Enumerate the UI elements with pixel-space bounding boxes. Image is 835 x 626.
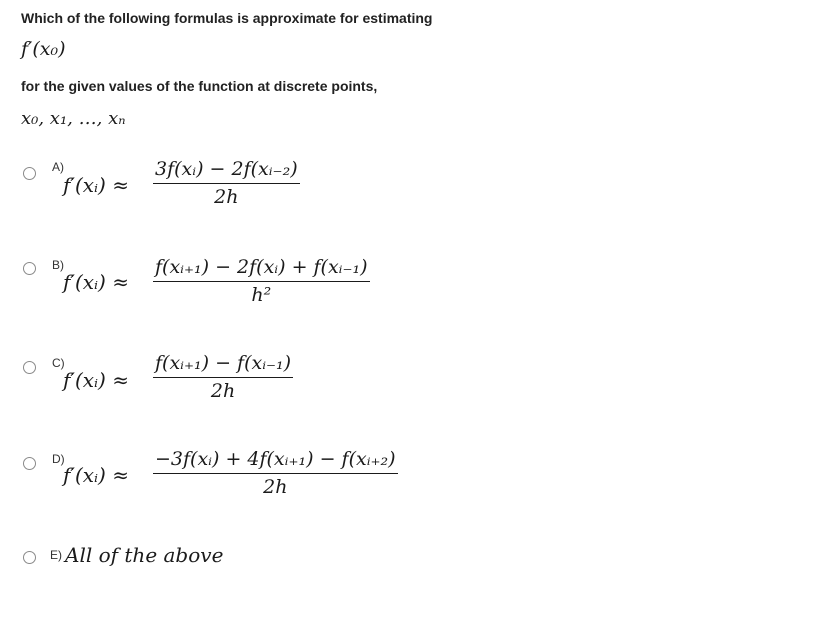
option-c-lhs (63, 368, 129, 392)
option-d-fraction (153, 448, 398, 498)
option-a-denominator: 2h (214, 186, 239, 208)
option-b-lhs-text: f′(xᵢ) ≈ (63, 270, 129, 294)
option-d-denominator: 2h (263, 476, 288, 498)
option-a-lhs (63, 173, 129, 197)
option-b-radio[interactable] (23, 262, 36, 275)
option-b-letter: B) (52, 258, 64, 272)
option-e-radio[interactable] (23, 551, 36, 564)
option-d-numerator: −3f(xᵢ) + 4f(xᵢ₊₁) − f(xᵢ₊₂) (153, 448, 398, 474)
option-c-radio[interactable] (23, 361, 36, 374)
option-a-fraction (153, 158, 300, 208)
option-b-lhs (63, 270, 129, 294)
option-c-letter: C) (52, 356, 65, 370)
option-c-denominator: 2h (210, 380, 236, 402)
option-d-lhs (63, 463, 129, 487)
option-a-letter: A) (52, 160, 64, 174)
option-d-lhs-text: f′(xᵢ) ≈ (63, 463, 129, 487)
option-d-radio[interactable] (23, 457, 36, 470)
option-e-letter: E) (50, 548, 62, 562)
option-e-text: All of the above (65, 543, 224, 567)
option-d-letter: D) (52, 452, 65, 466)
option-a-numerator: 3f(xᵢ) − 2f(xᵢ₋₂) (153, 158, 300, 184)
option-b-denominator: h² (251, 284, 272, 306)
question-line-2: for the given values of the function at discrete points, (21, 78, 378, 94)
question-target-formula: f′(x₀) (21, 38, 66, 60)
option-a-radio[interactable] (23, 167, 36, 180)
option-b-numerator: f(xᵢ₊₁) − 2f(xᵢ) + f(xᵢ₋₁) (153, 256, 370, 282)
option-b-fraction (153, 256, 370, 306)
option-c-fraction (153, 352, 293, 402)
option-c-numerator: f(xᵢ₊₁) − f(xᵢ₋₁) (153, 352, 293, 378)
question-points-formula: x₀, x₁, …, xₙ (21, 108, 126, 129)
question-line-1: Which of the following formulas is approximate for estimating (21, 10, 433, 26)
option-a-lhs-text: f′(xᵢ) ≈ (63, 173, 129, 197)
option-c-lhs-text: f′(xᵢ) ≈ (63, 368, 129, 392)
